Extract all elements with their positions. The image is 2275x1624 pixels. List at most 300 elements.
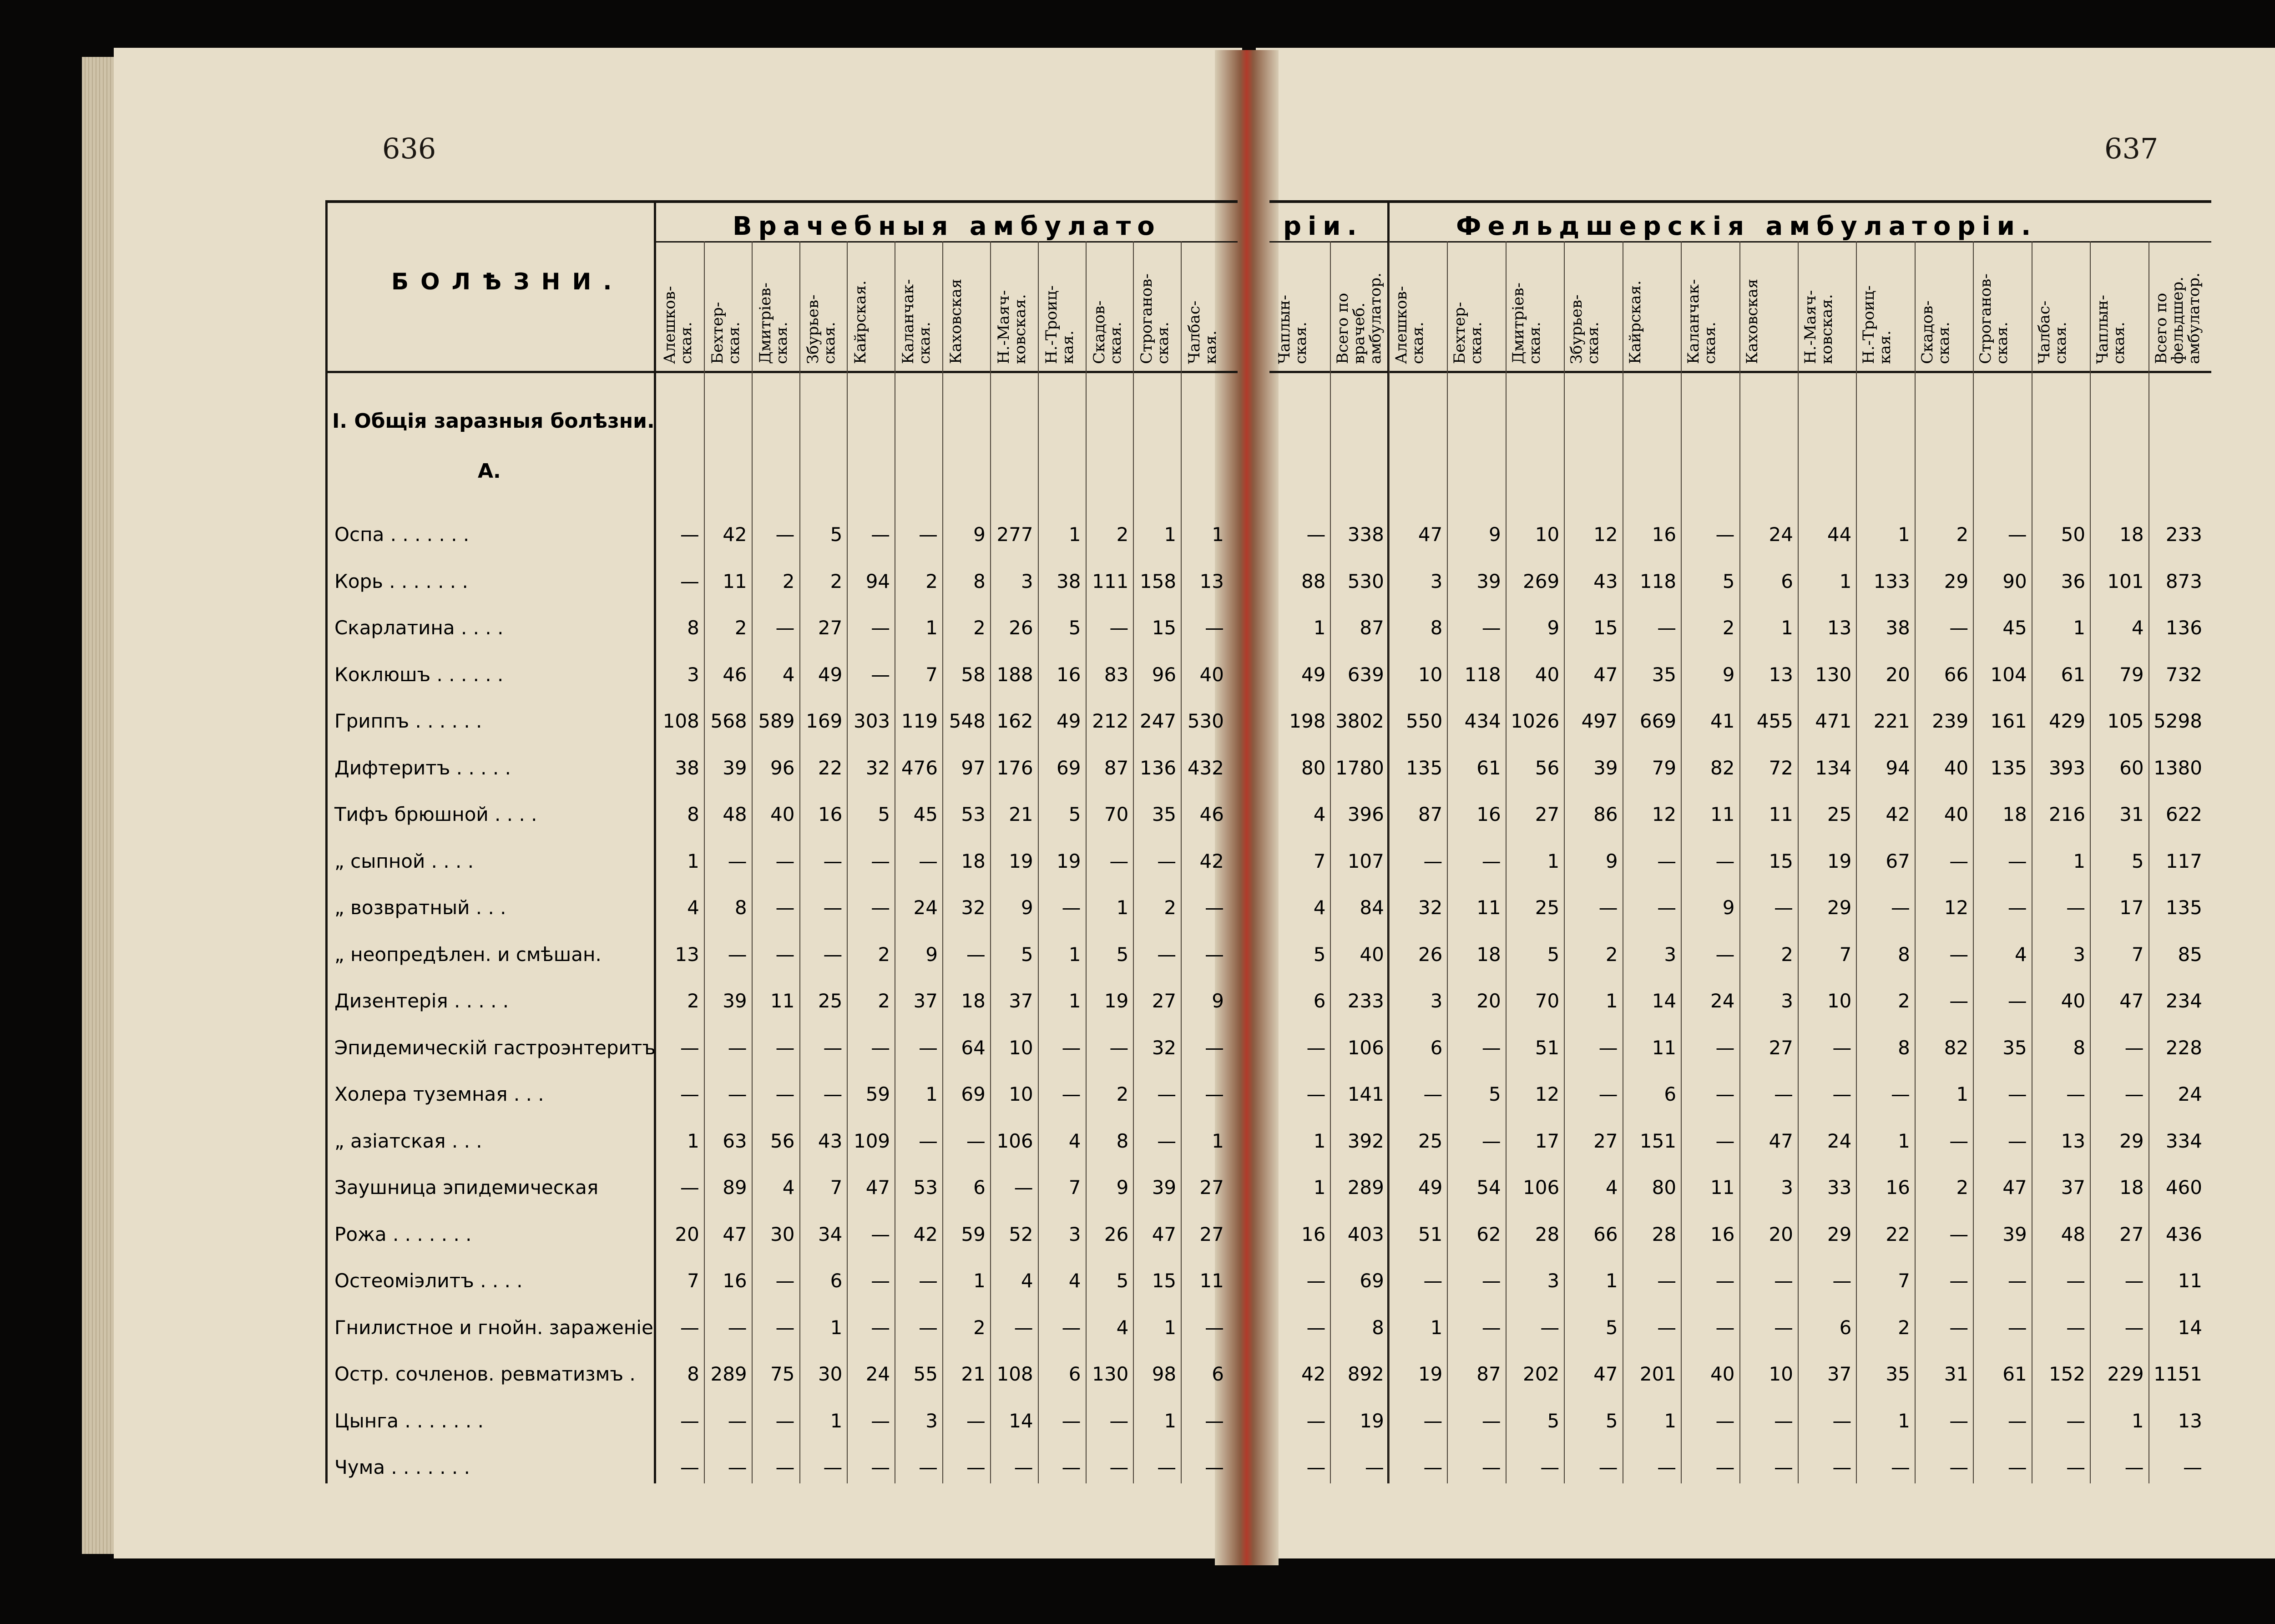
table-cell: 47 [723,1223,747,1245]
table-cell: — [1715,1316,1735,1339]
table-cell: 30 [818,1363,843,1385]
table-cell: — [775,1270,795,1292]
table-cell: 40 [1535,663,1560,686]
table-cell: 1 [1313,1129,1326,1152]
table-cell: 8 [973,570,986,592]
table-cell: 303 [853,710,890,732]
table-cell: 3 [1068,1223,1081,1245]
table-cell: 1 [830,1316,843,1339]
table-cell: 1 [1664,1409,1677,1432]
row-label: Дифтеритъ . . . . . [334,756,511,779]
table-cell: — [2066,1083,2086,1105]
table-cell: 6 [1839,1316,1852,1339]
table-cell: — [1540,1316,1560,1339]
table-cell: 69 [1057,756,1081,779]
right-column-header: Каховская [1743,278,1761,364]
table-cell: 221 [1873,710,1910,732]
row-label: „ возвратный . . . [334,896,506,919]
table-cell: 530 [1187,710,1224,732]
table-cell: 106 [1523,1176,1560,1199]
table-cell: 49 [1301,663,1326,686]
table-cell: 38 [675,756,699,779]
table-cell: 40 [1360,943,1384,966]
table-cell: 1 [1898,1409,1910,1432]
table-cell: 1 [1313,617,1326,639]
table-cell: — [1657,1456,1677,1478]
table-cell: 4 [782,663,795,686]
table-cell: 5 [1547,943,1560,966]
table-cell: — [680,1409,699,1432]
table-cell: 48 [723,803,747,825]
row-label: Коклюшъ . . . . . . [334,663,504,686]
table-cell: 19 [1009,850,1033,872]
table-cell: 31 [2119,803,2144,825]
table-cell: 233 [1347,990,1384,1012]
table-cell: 2 [687,990,699,1012]
table-cell: 1 [830,1409,843,1432]
table-cell: 4 [1021,1270,1033,1292]
table-cell: 18 [2002,803,2027,825]
table-cell: 4 [782,1176,795,1199]
left-table-group-rule [655,241,1238,243]
table-cell: 8 [734,896,747,919]
table-cell: 40 [2061,990,2086,1012]
table-cell: 2 [973,1316,986,1339]
table-cell: — [775,896,795,919]
table-cell: — [2066,1316,2086,1339]
table-cell: 1 [1547,850,1560,872]
table-cell: — [1949,1223,1969,1245]
table-cell: 69 [961,1083,986,1105]
table-cell: 471 [1815,710,1852,732]
table-cell: — [1949,943,1969,966]
table-cell: 64 [961,1036,986,1059]
table-cell: 2 [1781,943,1793,966]
table-cell: 4 [1068,1270,1081,1292]
table-cell: 56 [770,1129,795,1152]
table-cell: 432 [1187,756,1224,779]
table-cell: 3 [1547,1270,1560,1292]
table-cell: 1 [1956,1083,1969,1105]
left-column-header: Строганов- ская. [1138,273,1173,364]
table-cell: 36 [2061,570,2086,592]
table-cell: 497 [1581,710,1618,732]
left-column-header: Дмитріев- ская. [756,283,791,364]
table-cell: 25 [1535,896,1560,919]
table-cell: 39 [2002,1223,2027,1245]
table-cell: 169 [806,710,843,732]
table-cell: 101 [2107,570,2144,592]
table-cell: 27 [1152,990,1177,1012]
table-cell: — [1949,617,1969,639]
table-cell: 7 [1313,850,1326,872]
table-cell: 85 [2178,943,2202,966]
table-cell: 42 [1886,803,1910,825]
table-cell: — [1598,1036,1618,1059]
table-cell: 48 [2061,1223,2086,1245]
table-cell: 47 [2002,1176,2027,1199]
table-cell: — [918,1456,938,1478]
table-cell: 108 [662,710,699,732]
table-cell: 12 [1535,1083,1560,1105]
table-cell: — [1774,1456,1793,1478]
book-page-edges-left [82,57,118,1554]
table-cell: 13 [1199,570,1224,592]
table-cell: 61 [1476,756,1501,779]
table-cell: 97 [961,756,986,779]
right-table-group-rule [1269,241,2211,243]
table-cell: 50 [2061,523,2086,546]
table-cell: — [2124,1036,2144,1059]
table-cell: 9 [1547,617,1560,639]
table-cell: 1780 [1335,756,1384,779]
table-cell: 47 [1152,1223,1177,1245]
row-label: Остеоміэлитъ . . . . [334,1270,523,1292]
table-cell: 47 [2119,990,2144,1012]
table-cell: 19 [1104,990,1129,1012]
table-cell: 94 [1886,756,1910,779]
table-cell: — [2007,1129,2027,1152]
table-cell: 1026 [1511,710,1560,732]
table-cell: 47 [865,1176,890,1199]
table-cell: 16 [1710,1223,1735,1245]
table-cell: 5 [1489,1083,1501,1105]
left-column-header: Алешков- ская. [661,286,695,364]
table-cell: — [1204,1316,1224,1339]
table-cell: — [1204,1456,1224,1478]
table-cell: 9 [1021,896,1033,919]
table-cell: — [918,1316,938,1339]
table-cell: 12 [1652,803,1677,825]
table-cell: 106 [996,1129,1033,1152]
table-cell: 228 [2165,1036,2202,1059]
table-cell: — [680,523,699,546]
table-cell: 1 [687,850,699,872]
left-table-header-rule [325,371,1238,373]
table-cell: — [2007,523,2027,546]
table-cell: — [918,850,938,872]
table-cell: — [1109,1036,1129,1059]
table-cell: — [2007,1270,2027,1292]
table-cell: 9 [1212,990,1224,1012]
table-cell: — [871,1270,890,1292]
table-cell: — [680,1456,699,1478]
table-cell: 52 [1009,1223,1033,1245]
table-cell: 429 [2048,710,2086,732]
table-cell: 94 [865,570,890,592]
table-cell: — [1423,1270,1443,1292]
table-cell: 24 [913,896,938,919]
table-cell: 6 [830,1270,843,1292]
table-cell: — [1832,1456,1852,1478]
table-cell: — [1423,1409,1443,1432]
table-cell: 135 [1990,756,2027,779]
table-cell: — [1715,850,1735,872]
table-cell: 35 [1152,803,1177,825]
right-column-header: Чаплын- ская. [1275,294,1310,364]
table-cell: 229 [2107,1363,2144,1385]
table-cell: 39 [723,990,747,1012]
table-cell: 32 [865,756,890,779]
table-cell: — [1157,850,1177,872]
table-cell: 82 [1944,1036,1969,1059]
table-cell: — [775,850,795,872]
table-cell: 96 [1152,663,1177,686]
table-cell: — [1598,1456,1618,1478]
table-cell: 45 [2002,617,2027,639]
left-column-header: Бехтер- ская. [708,302,743,364]
table-cell: — [775,943,795,966]
table-cell: 27 [1769,1036,1793,1059]
table-cell: 1 [1313,1176,1326,1199]
table-cell: 80 [1652,1176,1677,1199]
left-column-header: Каланчак- ская. [899,279,934,364]
table-cell: 1 [1116,896,1129,919]
table-cell: 117 [2165,850,2202,872]
table-cell: 30 [770,1223,795,1245]
table-cell: — [1306,1409,1326,1432]
table-cell: 38 [1886,617,1910,639]
table-cell: 39 [1593,756,1618,779]
table-cell: 47 [1769,1129,1793,1152]
table-cell: 892 [1347,1363,1384,1385]
table-cell: 90 [2002,570,2027,592]
table-cell: 5298 [2154,710,2202,732]
table-cell: 460 [2165,1176,2202,1199]
right-column-header: Всего по фельдшер. амбулатор. [2152,273,2203,364]
table-cell: — [2007,1409,2027,1432]
table-cell: 1 [1781,617,1793,639]
table-cell: — [1109,617,1129,639]
table-cell: 1 [1164,523,1177,546]
table-cell: 8 [687,1363,699,1385]
table-cell: 1 [1068,523,1081,546]
table-cell: 29 [1827,896,1852,919]
table-cell: 18 [961,850,986,872]
table-cell: 4 [1068,1129,1081,1152]
table-cell: 7 [1839,943,1852,966]
table-cell: 24 [1769,523,1793,546]
table-cell: — [1949,850,1969,872]
table-cell: 35 [1886,1363,1910,1385]
table-cell: — [775,523,795,546]
table-cell: — [871,1409,890,1432]
table-cell: 43 [818,1129,843,1152]
table-cell: 51 [1535,1036,1560,1059]
table-cell: 49 [1057,710,1081,732]
table-cell: 3 [1430,990,1443,1012]
table-cell: — [823,896,843,919]
left-section-sub: А. [478,460,501,483]
table-cell: 15 [1152,1270,1177,1292]
table-cell: — [1109,1409,1129,1432]
table-cell: 79 [2119,663,2144,686]
table-cell: 2 [1722,617,1735,639]
table-cell: 12 [1944,896,1969,919]
table-cell: 32 [1418,896,1443,919]
right-column-header: Чалбас- ская. [2035,300,2070,364]
table-cell: — [1715,943,1735,966]
table-cell: 27 [2119,1223,2144,1245]
table-cell: 69 [1360,1270,1384,1292]
table-cell: 289 [710,1363,747,1385]
right-group-title-cont: ріи. [1283,212,1363,241]
table-cell: 11 [1652,1036,1677,1059]
table-cell: 87 [1476,1363,1501,1385]
table-cell: 89 [723,1176,747,1199]
table-cell: 1 [1212,523,1224,546]
table-cell: — [1204,1409,1224,1432]
table-cell: 51 [1418,1223,1443,1245]
table-cell: 6 [1068,1363,1081,1385]
table-cell: — [1062,1409,1081,1432]
table-cell: — [1204,943,1224,966]
table-cell: 1 [2073,850,2086,872]
table-cell: 14 [1652,990,1677,1012]
book-gutter [1215,50,1279,1565]
table-cell: — [2007,896,2027,919]
table-cell: 41 [1710,710,1735,732]
table-cell: 10 [1009,1036,1033,1059]
table-cell: 67 [1886,850,1910,872]
table-cell: 25 [818,990,843,1012]
table-cell: 188 [996,663,1033,686]
table-cell: 7 [687,1270,699,1292]
table-cell: 32 [1152,1036,1177,1059]
table-cell: — [1204,1036,1224,1059]
table-cell: 6 [1664,1083,1677,1105]
table-cell: 732 [2165,663,2202,686]
table-cell: 5 [1722,570,1735,592]
table-cell: — [1949,1409,1969,1432]
table-cell: 3 [1781,1176,1793,1199]
row-label: Корь . . . . . . . [334,570,468,592]
table-cell: 1 [1605,1270,1618,1292]
table-cell: 2 [925,570,938,592]
table-cell: 455 [1756,710,1793,732]
right-group-title: Фельдшерскія амбулаторіи. [1456,212,2037,241]
table-cell: 589 [758,710,795,732]
table-cell: 5 [830,523,843,546]
table-cell: — [1109,850,1129,872]
table-cell: 18 [961,990,986,1012]
left-page-number: 636 [382,132,436,165]
table-cell: — [1598,896,1618,919]
row-label: Гриппъ . . . . . . [334,710,482,732]
table-cell: — [1891,1456,1910,1478]
left-group-title: Врачебныя амбулато [733,212,1161,241]
table-cell: 24 [1710,990,1735,1012]
table-cell: — [1481,1129,1501,1152]
table-cell: — [1306,1270,1326,1292]
table-cell: 96 [770,756,795,779]
table-cell: 109 [853,1129,890,1152]
table-cell: — [966,1409,986,1432]
table-cell: 86 [1593,803,1618,825]
table-cell: — [2066,896,2086,919]
table-cell: 61 [2002,1363,2027,1385]
table-cell: — [1481,1036,1501,1059]
table-cell: 16 [818,803,843,825]
table-cell: 9 [1489,523,1501,546]
table-cell: 22 [1886,1223,1910,1245]
table-cell: 134 [1815,756,1852,779]
table-cell: 2 [878,990,890,1012]
row-label: „ неопредѣлен. и смѣшан. [334,943,602,966]
table-cell: — [1891,1083,1910,1105]
table-cell: 135 [1406,756,1443,779]
table-cell: 1 [1164,1409,1177,1432]
table-cell: 11 [1769,803,1793,825]
table-cell: 27 [1199,1223,1224,1245]
table-cell: 8 [1372,1316,1384,1339]
table-cell: 34 [818,1223,843,1245]
table-cell: 27 [818,617,843,639]
table-cell: — [823,850,843,872]
table-cell: 24 [1827,1129,1852,1152]
table-cell: — [1062,896,1081,919]
table-cell: — [1774,1316,1793,1339]
table-cell: 392 [1347,1129,1384,1152]
right-column-header: Чаплын- ская. [2093,294,2128,364]
table-cell: 24 [865,1363,890,1385]
table-cell: 9 [1605,850,1618,872]
table-cell: 5 [1547,1409,1560,1432]
table-cell: 25 [1827,803,1852,825]
table-cell: — [2007,990,2027,1012]
table-cell: — [918,1036,938,1059]
table-cell: — [1423,1456,1443,1478]
table-cell: — [2007,1456,2027,1478]
table-cell: — [1774,1270,1793,1292]
table-cell: 66 [1944,663,1969,686]
table-cell: — [728,943,747,966]
table-cell: 75 [770,1363,795,1385]
table-cell: 2 [1116,523,1129,546]
table-cell: 530 [1347,570,1384,592]
table-cell: 42 [913,1223,938,1245]
table-cell: 873 [2165,570,2202,592]
row-label: Холера туземная . . . [334,1083,544,1105]
table-cell: 104 [1990,663,2027,686]
table-cell: 548 [949,710,986,732]
table-cell: 9 [1116,1176,1129,1199]
table-cell: — [1062,1036,1081,1059]
table-cell: 13 [2061,1129,2086,1152]
table-cell: 476 [901,756,938,779]
right-table-top-rule [1269,200,2211,203]
table-cell: 79 [1652,756,1677,779]
table-cell: 4 [1605,1176,1618,1199]
table-cell: 2 [830,570,843,592]
table-cell: 49 [1418,1176,1443,1199]
table-cell: — [1423,1083,1443,1105]
row-label: Рожа . . . . . . . [334,1223,472,1245]
table-cell: 15 [1152,617,1177,639]
table-cell: 63 [723,1129,747,1152]
table-cell: — [1715,1036,1735,1059]
table-cell: 19 [1418,1363,1443,1385]
table-cell: — [2124,1083,2144,1105]
table-cell: — [1365,1456,1384,1478]
right-column-header: Збурьев- ская. [1567,294,1603,364]
table-cell: 3 [1781,990,1793,1012]
row-label: „ азіатская . . . [334,1129,482,1152]
table-cell: — [1774,896,1793,919]
table-cell: — [1832,1270,1852,1292]
table-cell: — [966,1129,986,1152]
table-cell: 9 [973,523,986,546]
